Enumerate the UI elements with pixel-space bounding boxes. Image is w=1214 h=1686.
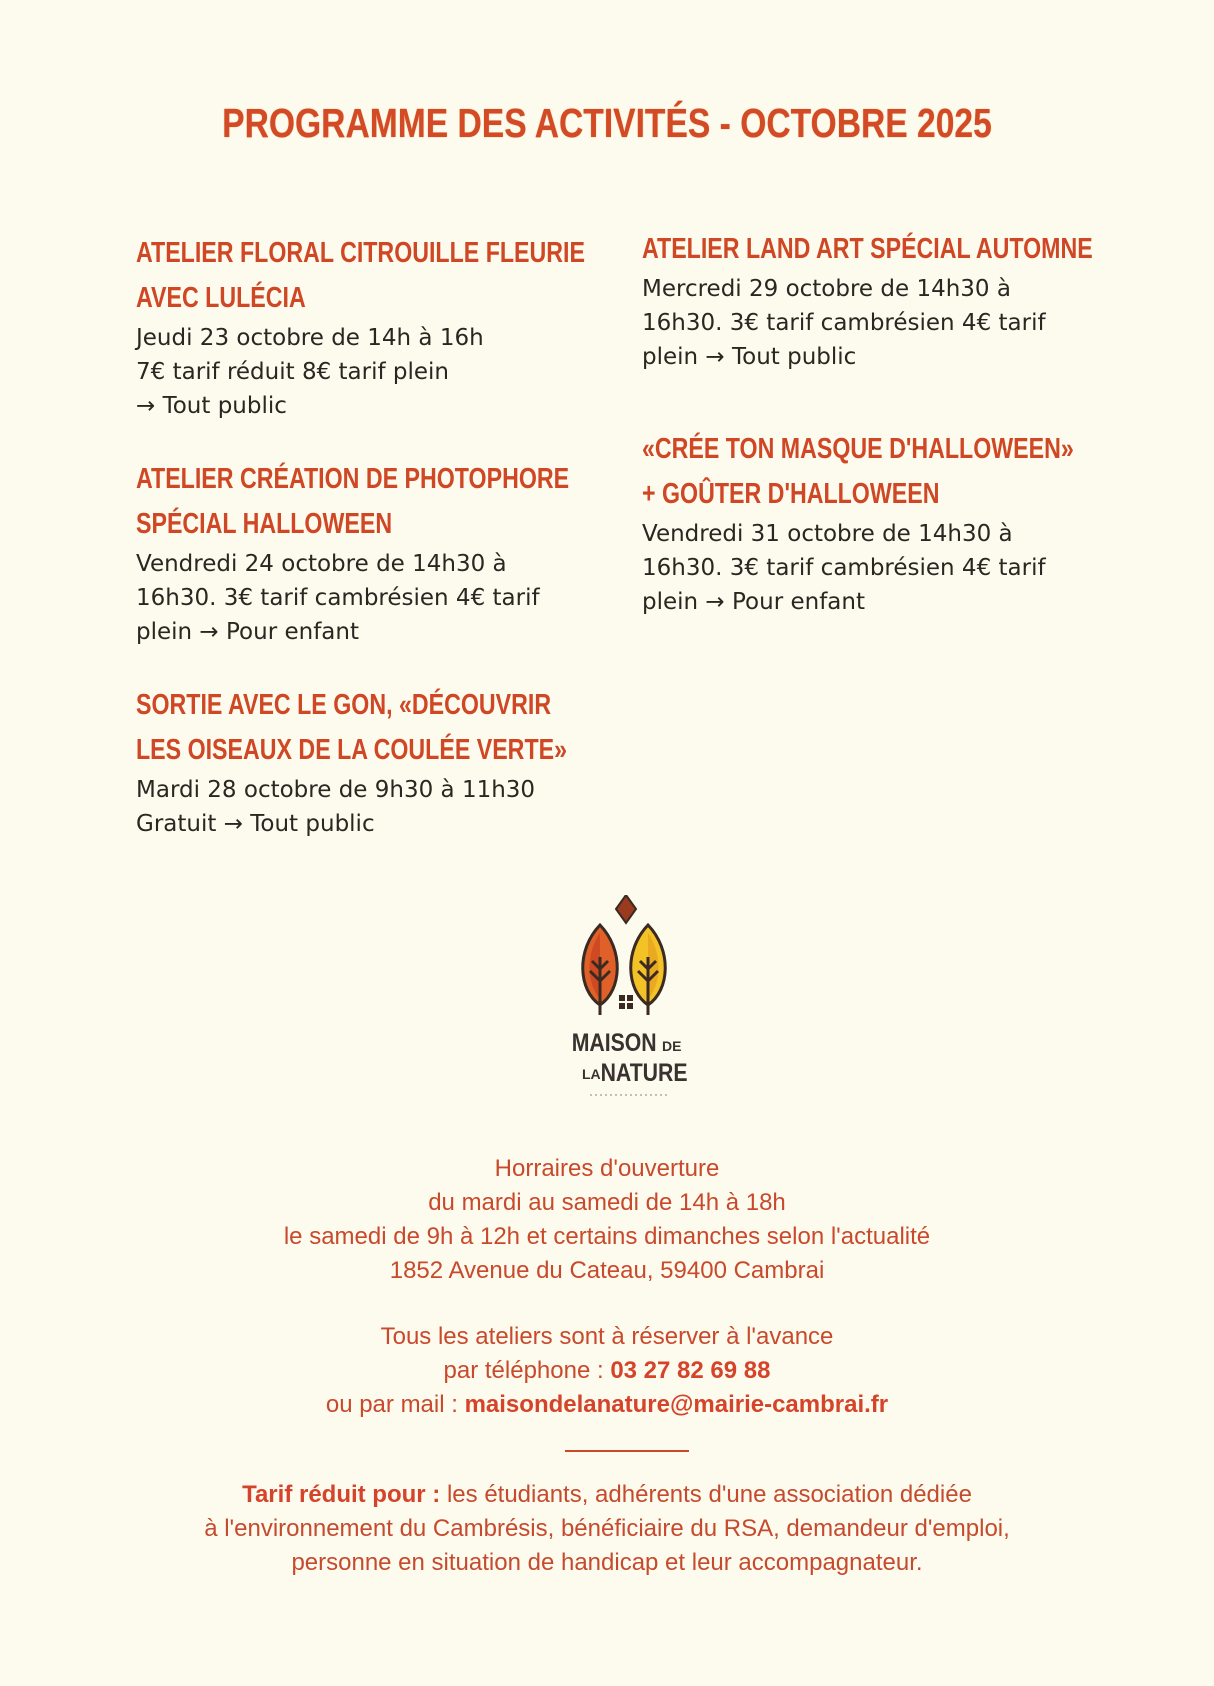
event-block (642, 427, 1142, 619)
booking-info (0, 1320, 1214, 1422)
tarif-line-3: personne en situation de handicap et leur accompagnateur. (291, 1549, 923, 1576)
event-detail: plein → Pour enfant (136, 619, 359, 645)
event-title: + GOÛTER D'HALLOWEEN (642, 478, 940, 510)
logo-text-la: LA (582, 1066, 601, 1082)
event-block (136, 457, 616, 649)
booking-line: Tous les ateliers sont à réserver à l'avance (380, 1323, 834, 1350)
logo-text-de: DE (662, 1038, 682, 1054)
event-title: ATELIER CRÉATION DE PHOTOPHORE (136, 463, 570, 495)
logo-text-nature: NATURE (600, 1058, 688, 1087)
event-detail: plein → Pour enfant (642, 589, 865, 615)
event-detail: 16h30. 3€ tarif cambrésien 4€ tarif (642, 555, 1046, 581)
event-title: «CRÉE TON MASQUE D'HALLOWEEN» (642, 433, 1074, 465)
event-title: SORTIE AVEC LE GON, «DÉCOUVRIR (136, 689, 552, 721)
tarif-line-1 (0, 1478, 1214, 1512)
event-block (136, 231, 616, 423)
event-title: SPÉCIAL HALLOWEEN (136, 508, 393, 540)
event-detail: 16h30. 3€ tarif cambrésien 4€ tarif (642, 310, 1046, 336)
divider (565, 1450, 689, 1452)
hours-line-2: le samedi de 9h à 12h et certains dimanches selon l'actualité (283, 1223, 931, 1250)
mail-label: ou par mail : (325, 1391, 465, 1418)
event-detail: plein → Tout public (642, 344, 857, 370)
event-detail: Vendredi 31 octobre de 14h30 à (642, 521, 1013, 547)
tarif-line-2: à l'environnement du Cambrésis, bénéficiaire du RSA, demandeur d'emploi, (204, 1515, 1010, 1542)
event-block (136, 683, 616, 841)
opening-hours (0, 1152, 1214, 1288)
address: 1852 Avenue du Cateau, 59400 Cambrai (389, 1257, 825, 1284)
phone-label: par téléphone : (443, 1357, 611, 1384)
event-block (642, 227, 1142, 374)
event-detail: Mardi 28 octobre de 9h30 à 11h30 (136, 777, 536, 803)
event-title: ATELIER LAND ART SPÉCIAL AUTOMNE (642, 233, 1093, 265)
event-detail: 7€ tarif réduit 8€ tarif plein (136, 359, 449, 385)
hours-heading: Horraires d'ouverture (494, 1155, 720, 1182)
trees-house-icon (570, 895, 690, 1115)
event-title: ATELIER FLORAL CITROUILLE FLEURIE (136, 237, 585, 269)
phone-row (0, 1354, 1214, 1388)
phone-number[interactable]: 03 27 82 69 88 (610, 1357, 771, 1384)
page-title: PROGRAMME DES ACTIVITÉS - OCTOBRE 2025 (222, 100, 992, 146)
mail-row (0, 1388, 1214, 1422)
tarif-text-1: les étudiants, adhérents d'une association dédiée (446, 1481, 972, 1508)
event-title: LES OISEAUX DE LA COULÉE VERTE» (136, 734, 567, 766)
event-detail: Vendredi 24 octobre de 14h30 à (136, 551, 507, 577)
events-right-column (642, 227, 1142, 672)
event-detail: Gratuit → Tout public (136, 811, 375, 837)
event-title: AVEC LULÉCIA (136, 282, 306, 314)
maison-de-la-nature-logo (570, 895, 690, 1115)
event-detail: 16h30. 3€ tarif cambrésien 4€ tarif (136, 585, 540, 611)
logo-text-maison: MAISON (571, 1028, 657, 1057)
event-detail: Jeudi 23 octobre de 14h à 16h (136, 325, 484, 351)
reduced-rate-info (0, 1478, 1214, 1580)
events-left-column (136, 231, 616, 875)
event-detail: → Tout public (136, 393, 287, 419)
hours-line-1: du mardi au samedi de 14h à 18h (428, 1189, 786, 1216)
mail-address[interactable]: maisondelanature@mairie-cambrai.fr (464, 1391, 889, 1418)
tarif-label: Tarif réduit pour : (242, 1481, 447, 1508)
event-detail: Mercredi 29 octobre de 14h30 à (642, 276, 1011, 302)
